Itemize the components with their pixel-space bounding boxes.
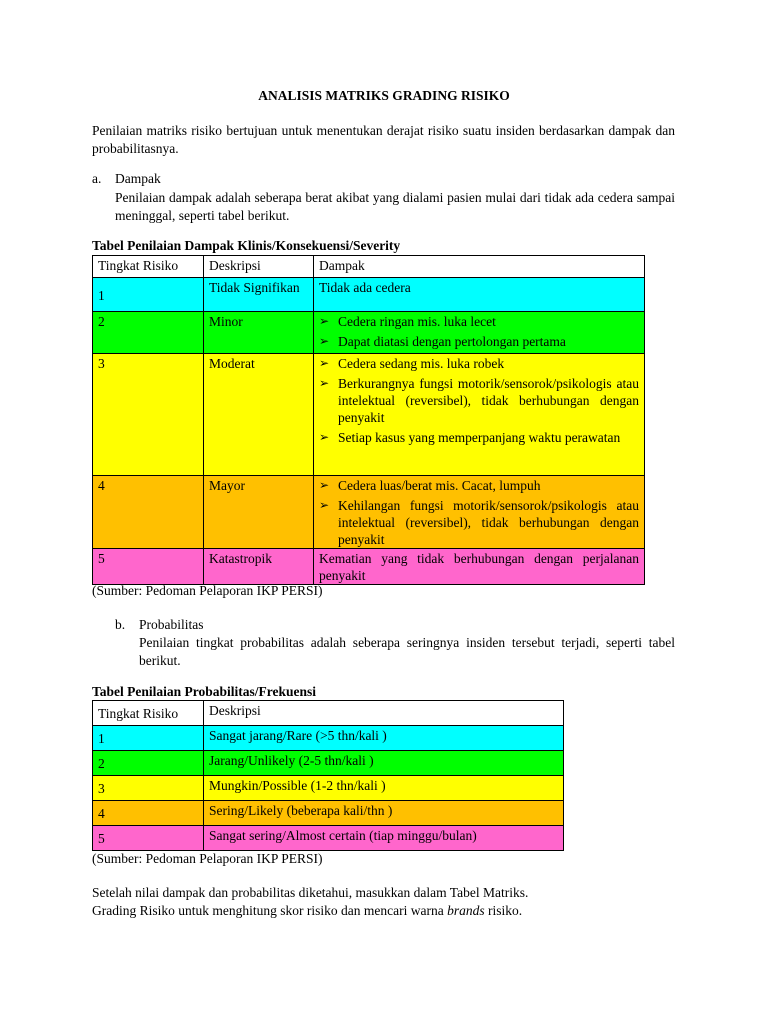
- impact-cell: [314, 476, 645, 549]
- impact-cell: [314, 354, 645, 476]
- header-cell: Deskripsi: [204, 701, 564, 726]
- level-cell: 2: [93, 312, 204, 354]
- table-row: [93, 549, 645, 585]
- desc-cell: Mungkin/Possible (1-2 thn/kali ): [204, 776, 564, 801]
- table-row: [93, 776, 564, 801]
- arrow-bullet-icon: ➢: [319, 430, 330, 444]
- table-header-row: [93, 256, 645, 278]
- desc-cell: Mayor: [204, 476, 314, 549]
- table-row: [93, 751, 564, 776]
- table-row: [93, 278, 645, 312]
- desc-cell: Minor: [204, 312, 314, 354]
- arrow-bullet-icon: ➢: [319, 498, 330, 512]
- level-cell: 2: [93, 751, 204, 776]
- section-a-body: Penilaian dampak adalah seberapa berat akibat yang dialami pasien mulai dari tidak ada cedera sampai meninggal, seperti tabel berikut.: [115, 190, 675, 223]
- section-a-marker: a.: [92, 171, 102, 186]
- arrow-bullet-icon: ➢: [319, 356, 330, 370]
- desc-cell: Sangat jarang/Rare (>5 thn/kali ): [204, 726, 564, 751]
- list-item: ➢ Kehilangan fungsi motorik/sensorok/psikologis atau intelektual (reversibel), tidak berhubungan dengan penyakit: [319, 498, 639, 547]
- list-item: ➢ Dapat diatasi dengan pertolongan pertama: [319, 334, 566, 349]
- list-item: ➢ Cedera sedang mis. luka robek: [319, 356, 505, 371]
- table-row: [93, 312, 645, 354]
- probability-table: [92, 700, 564, 851]
- table-header-row: [93, 701, 564, 726]
- header-cell: Tingkat Risiko: [93, 256, 204, 278]
- level-cell: 4: [93, 801, 204, 826]
- level-cell: 5: [93, 549, 204, 585]
- table-row: [93, 801, 564, 826]
- level-cell: 3: [93, 776, 204, 801]
- header-cell: Dampak: [314, 256, 645, 278]
- list-item: ➢ Berkurangnya fungsi motorik/sensorok/psikologis atau intelektual (reversibel), tidak berhubungan dengan penyakit: [319, 376, 639, 425]
- desc-cell: Sering/Likely (beberapa kali/thn ): [204, 801, 564, 826]
- arrow-bullet-icon: ➢: [319, 334, 330, 348]
- header-cell: Deskripsi: [204, 256, 314, 278]
- table-row: [93, 826, 564, 851]
- brands-emphasis: brands: [447, 903, 485, 918]
- arrow-bullet-icon: ➢: [319, 314, 330, 328]
- section-b-marker: b.: [115, 617, 126, 632]
- table1-caption: Tabel Penilaian Dampak Klinis/Konsekuensi/Severity: [92, 238, 401, 253]
- level-cell: 1: [93, 726, 204, 751]
- header-cell: Tingkat Risiko: [93, 701, 204, 726]
- arrow-bullet-icon: ➢: [319, 376, 330, 390]
- closing-line-2: Grading Risiko untuk menghitung skor risiko dan mencari warna brands risiko.: [92, 903, 523, 918]
- level-cell: 3: [93, 354, 204, 476]
- desc-cell: Moderat: [204, 354, 314, 476]
- impact-cell: Tidak ada cedera: [314, 278, 645, 312]
- desc-cell: Katastropik: [204, 549, 314, 585]
- intro-paragraph: Penilaian matriks risiko bertujuan untuk menentukan derajat risiko suatu insiden berdasarkan dampak dan probabilitasnya.: [92, 123, 675, 156]
- closing-line-1: Setelah nilai dampak dan probabilitas diketahui, masukkan dalam Tabel Matriks.: [92, 885, 529, 900]
- page-title: ANALISIS MATRIKS GRADING RISIKO: [258, 88, 510, 103]
- level-cell: 4: [93, 476, 204, 549]
- table-row: [93, 726, 564, 751]
- impact-cell: [314, 312, 645, 354]
- level-cell: 1: [93, 278, 204, 312]
- arrow-bullet-icon: ➢: [319, 478, 330, 492]
- desc-cell: Jarang/Unlikely (2-5 thn/kali ): [204, 751, 564, 776]
- section-b-body: Penilaian tingkat probabilitas adalah seberapa seringnya insiden tersebut terjadi, seperti tabel berikut.: [139, 635, 675, 668]
- table-row: [93, 476, 645, 549]
- impact-table: [92, 255, 645, 585]
- section-a-heading: Dampak: [115, 171, 161, 186]
- desc-cell: Tidak Signifikan: [204, 278, 314, 312]
- impact-cell: Kematian yang tidak berhubungan dengan perjalanan penyakit: [314, 549, 645, 585]
- list-item: ➢ Cedera ringan mis. luka lecet: [319, 314, 496, 329]
- table-row: [93, 354, 645, 476]
- table2-caption: Tabel Penilaian Probabilitas/Frekuensi: [92, 684, 317, 699]
- level-cell: 5: [93, 826, 204, 851]
- table2-source: (Sumber: Pedoman Pelaporan IKP PERSI): [92, 851, 323, 866]
- desc-cell: Sangat sering/Almost certain (tiap minggu/bulan): [204, 826, 564, 851]
- section-b-heading: Probabilitas: [139, 617, 204, 632]
- list-item: ➢ Cedera luas/berat mis. Cacat, lumpuh: [319, 478, 541, 493]
- list-item: ➢ Setiap kasus yang memperpanjang waktu perawatan: [319, 430, 621, 445]
- table1-source: (Sumber: Pedoman Pelaporan IKP PERSI): [92, 583, 323, 598]
